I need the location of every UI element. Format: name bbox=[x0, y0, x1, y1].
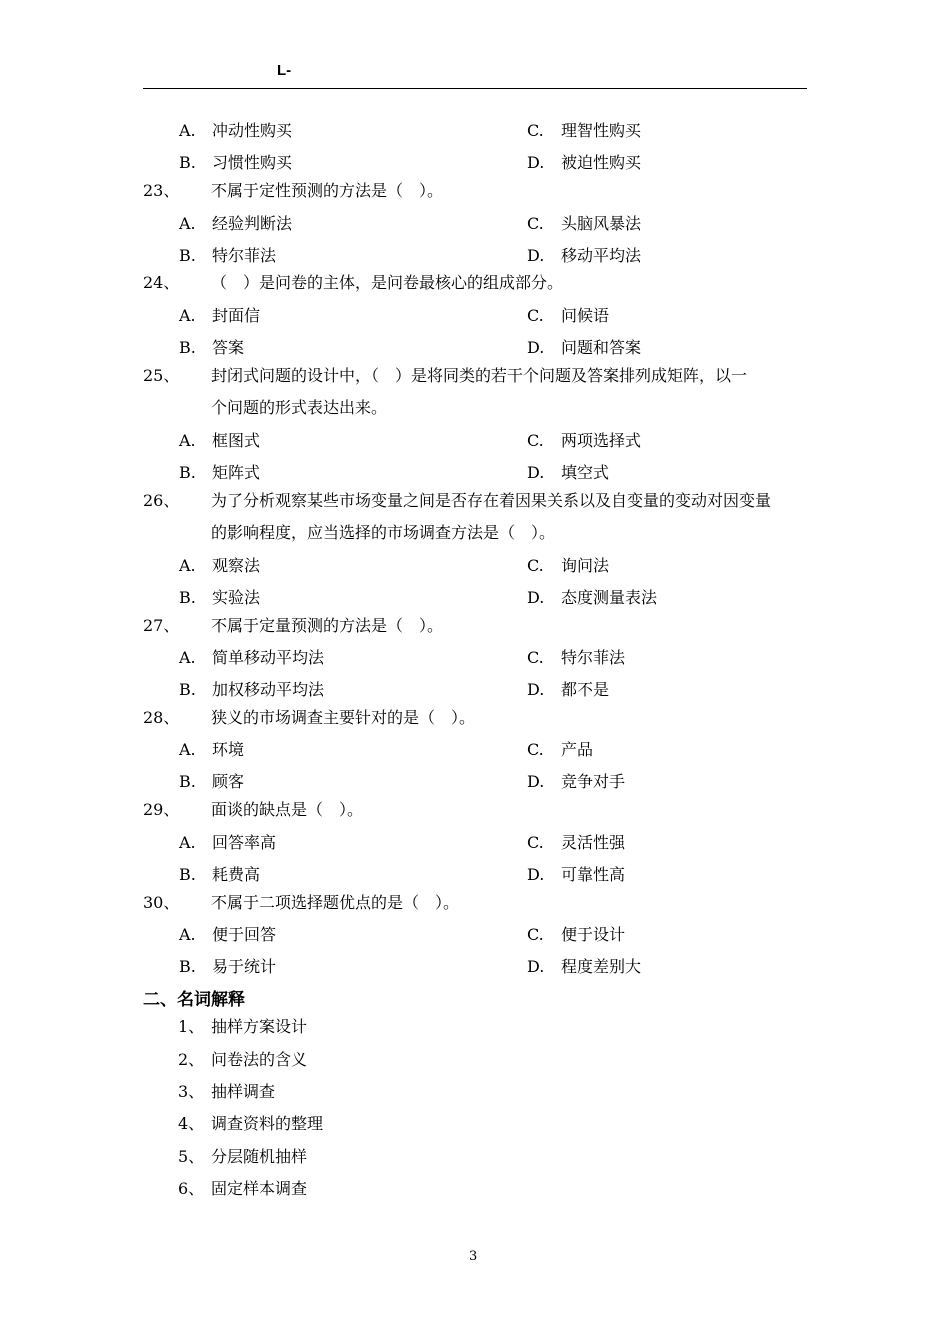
option-d: 程度差别大 bbox=[561, 957, 642, 976]
option-letter: C. bbox=[527, 556, 544, 575]
option-c: 产品 bbox=[561, 740, 594, 759]
option-letter: A. bbox=[179, 648, 196, 667]
question-text: 个问题的形式表达出来。 bbox=[211, 398, 388, 417]
option-letter: D. bbox=[527, 588, 545, 607]
option-b: 实验法 bbox=[212, 588, 261, 607]
question-text: 狭义的市场调查主要针对的是（ ）。 bbox=[211, 708, 476, 727]
question-number: 23、 bbox=[143, 181, 180, 200]
term-text: 分层随机抽样 bbox=[211, 1147, 308, 1166]
option-a: 便于回答 bbox=[212, 925, 277, 944]
term-number: 1、 bbox=[178, 1017, 205, 1036]
option-letter: C. bbox=[527, 121, 544, 140]
question-number: 24、 bbox=[143, 273, 180, 292]
term-number: 4、 bbox=[178, 1114, 205, 1133]
option-a: 封面信 bbox=[212, 306, 261, 325]
question-number: 30、 bbox=[143, 893, 180, 912]
option-letter: B. bbox=[179, 246, 196, 265]
page-number: 3 bbox=[469, 1249, 478, 1264]
option-letter: C. bbox=[527, 306, 544, 325]
option-c: 便于设计 bbox=[561, 925, 626, 944]
option-letter: D. bbox=[527, 153, 545, 172]
option-letter: A. bbox=[179, 121, 196, 140]
option-b: 矩阵式 bbox=[212, 463, 261, 482]
option-b: 习惯性购买 bbox=[212, 153, 293, 172]
term-text: 调查资料的整理 bbox=[211, 1114, 324, 1133]
option-letter: D. bbox=[527, 680, 545, 699]
option-d: 态度测量表法 bbox=[561, 588, 658, 607]
option-c: 询问法 bbox=[561, 556, 610, 575]
option-c: 灵活性强 bbox=[561, 833, 626, 852]
question-text: 不属于定性预测的方法是（ ）。 bbox=[211, 181, 444, 200]
option-d: 都不是 bbox=[561, 680, 610, 699]
option-letter: C. bbox=[527, 833, 544, 852]
question-number: 29、 bbox=[143, 800, 180, 819]
option-b: 耗费高 bbox=[212, 865, 261, 884]
option-letter: D. bbox=[527, 246, 545, 265]
term-number: 6、 bbox=[178, 1179, 205, 1198]
header-mark: L- bbox=[277, 62, 292, 79]
option-c: 理智性购买 bbox=[561, 121, 642, 140]
option-b: 特尔菲法 bbox=[212, 246, 277, 265]
option-letter: D. bbox=[527, 463, 545, 482]
option-letter: B. bbox=[179, 463, 196, 482]
option-letter: A. bbox=[179, 740, 196, 759]
question-text: 为了分析观察某些市场变量之间是否存在着因果关系以及自变量的变动对因变量 bbox=[211, 491, 772, 510]
term-number: 2、 bbox=[178, 1050, 205, 1069]
question-text: 封闭式问题的设计中，（ ）是将同类的若干个问题及答案排列成矩阵，以一 bbox=[211, 366, 748, 385]
question-text: 面谈的缺点是（ ）。 bbox=[211, 800, 364, 819]
option-c: 头脑风暴法 bbox=[561, 214, 642, 233]
option-letter: B. bbox=[179, 153, 196, 172]
option-letter: C. bbox=[527, 431, 544, 450]
question-text: 不属于定量预测的方法是（ ）。 bbox=[211, 616, 444, 635]
option-letter: A. bbox=[179, 556, 196, 575]
option-letter: B. bbox=[179, 680, 196, 699]
option-letter: A. bbox=[179, 306, 196, 325]
option-letter: B. bbox=[179, 338, 196, 357]
option-letter: A. bbox=[179, 833, 196, 852]
option-a: 回答率高 bbox=[212, 833, 277, 852]
option-letter: C. bbox=[527, 648, 544, 667]
term-text: 抽样调查 bbox=[211, 1082, 276, 1101]
question-text: （ ）是问卷的主体，是问卷最核心的组成部分。 bbox=[211, 273, 564, 292]
option-letter: B. bbox=[179, 588, 196, 607]
option-d: 问题和答案 bbox=[561, 338, 642, 357]
option-letter: B. bbox=[179, 865, 196, 884]
option-d: 移动平均法 bbox=[561, 246, 642, 265]
option-letter: C. bbox=[527, 214, 544, 233]
option-c: 问候语 bbox=[561, 306, 610, 325]
option-letter: A. bbox=[179, 925, 196, 944]
option-b: 易于统计 bbox=[212, 957, 277, 976]
option-letter: B. bbox=[179, 957, 196, 976]
term-text: 问卷法的含义 bbox=[211, 1050, 308, 1069]
option-a: 冲动性购买 bbox=[212, 121, 293, 140]
option-letter: D. bbox=[527, 865, 545, 884]
header-rule bbox=[143, 88, 807, 89]
option-letter: D. bbox=[527, 772, 545, 791]
option-d: 竞争对手 bbox=[561, 772, 626, 791]
option-b: 答案 bbox=[212, 338, 245, 357]
option-letter: C. bbox=[527, 925, 544, 944]
question-number: 27、 bbox=[143, 616, 180, 635]
term-number: 5、 bbox=[178, 1147, 205, 1166]
option-letter: A. bbox=[179, 431, 196, 450]
option-letter: A. bbox=[179, 214, 196, 233]
option-a: 观察法 bbox=[212, 556, 261, 575]
option-c: 两项选择式 bbox=[561, 431, 642, 450]
section-title: 二、名词解释 bbox=[143, 990, 245, 1010]
option-d: 填空式 bbox=[561, 463, 610, 482]
question-number: 28、 bbox=[143, 708, 180, 727]
option-letter: C. bbox=[527, 740, 544, 759]
option-letter: D. bbox=[527, 957, 545, 976]
question-text: 不属于二项选择题优点的是（ ）。 bbox=[211, 893, 460, 912]
option-b: 加权移动平均法 bbox=[212, 680, 325, 699]
option-b: 顾客 bbox=[212, 772, 245, 791]
term-number: 3、 bbox=[178, 1082, 205, 1101]
option-d: 被迫性购买 bbox=[561, 153, 642, 172]
option-a: 经验判断法 bbox=[212, 214, 293, 233]
option-a: 环境 bbox=[212, 740, 245, 759]
question-number: 25、 bbox=[143, 366, 180, 385]
question-number: 26、 bbox=[143, 491, 180, 510]
option-a: 框图式 bbox=[212, 431, 261, 450]
option-d: 可靠性高 bbox=[561, 865, 626, 884]
option-a: 简单移动平均法 bbox=[212, 648, 325, 667]
term-text: 固定样本调查 bbox=[211, 1179, 308, 1198]
option-letter: D. bbox=[527, 338, 545, 357]
question-text: 的影响程度，应当选择的市场调查方法是（ ）。 bbox=[211, 523, 556, 542]
term-text: 抽样方案设计 bbox=[211, 1017, 308, 1036]
option-letter: B. bbox=[179, 772, 196, 791]
option-c: 特尔菲法 bbox=[561, 648, 626, 667]
